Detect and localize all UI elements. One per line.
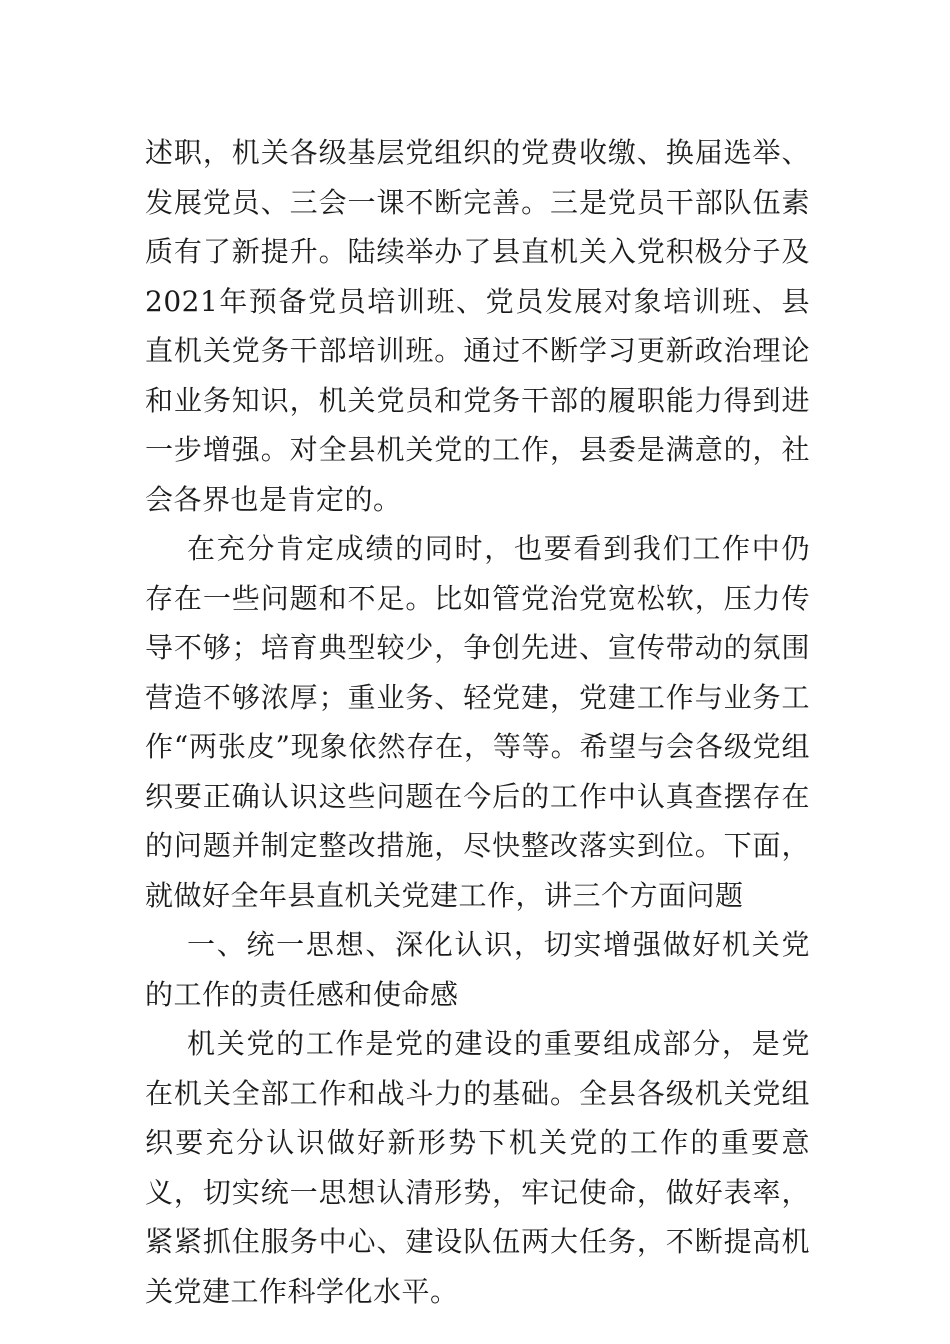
paragraph-problems: 在充分肯定成绩的同时，也要看到我们工作中仍存在一些问题和不足。比如管党治党宽松软，压力传导不够；培育典型较少，争创先进、宣传带动的氛围营造不够浓厚；重业务、轻党建，党建工作与业务工作“两张皮”现象依然存在，等等。希望与会各级党组织要正确认识这些问题在今后的工作中认真查摆存在的问题并制定整改措施，尽快整改落实到位。下面，就做好全年县直机关党建工作，讲三个方面问题 [145, 532, 810, 912]
document-body [145, 128, 810, 1316]
paragraph-continuation: 述职，机关各级基层党组织的党费收缴、换届选举、发展党员、三会一课不断完善。三是党员干部队伍素质有了新提升。陆续举办了县直机关入党积极分子及2021年预备党员培训班、党员发展对象培训班、县直机关党务干部培训班。通过不断学习更新政治理论和业务知识，机关党员和党务干部的履职能力得到进一步增强。对全县机关党的工作，县委是满意的，社会各界也是肯定的。 [145, 136, 810, 516]
section-heading-one: 一、统一思想、深化认识，切实增强做好机关党的工作的责任感和使命感 [145, 928, 810, 1011]
paragraph-section-one: 机关党的工作是党的建设的重要组成部分，是党在机关全部工作和战斗力的基础。全县各级机关党组织要充分认识做好新形势下机关党的工作的重要意义，切实统一思想认清形势，牢记使命，做好表率，紧紧抓住服务中心、建设队伍两大任务，不断提高机关党建工作科学化水平。 [145, 1027, 810, 1308]
